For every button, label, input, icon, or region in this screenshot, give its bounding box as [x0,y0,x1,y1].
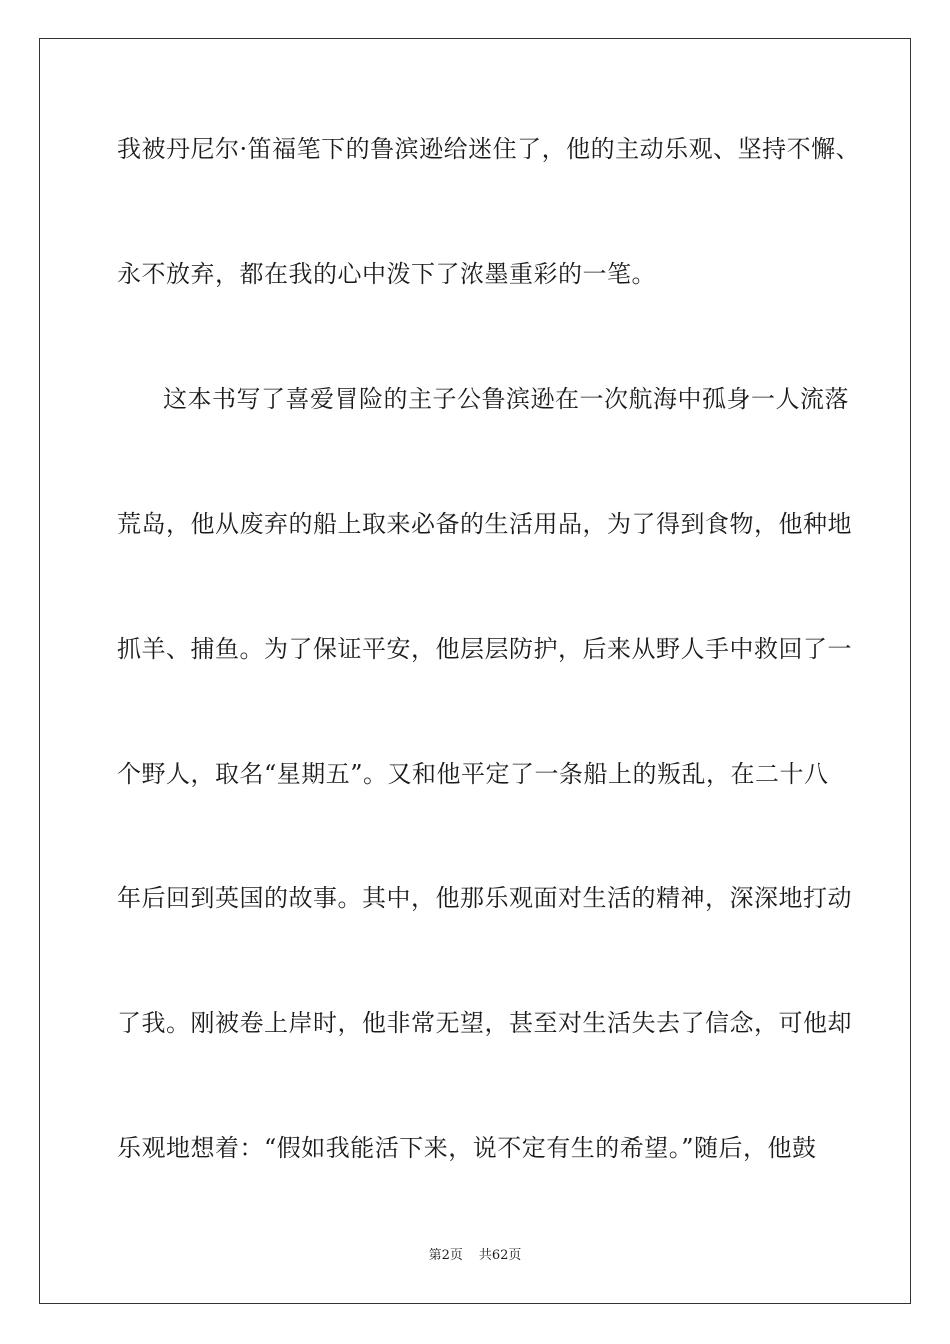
page-footer [0,1247,950,1265]
paragraph-2-line-7: 乐观地想着：“假如我能活下来，说不定有生的希望。”随后，他鼓 [117,1134,817,1162]
paragraph-1-line-1: 我被丹尼尔·笛福笔下的鲁滨逊给迷住了，他的主动乐观、坚持不懈、 [117,135,861,163]
paragraph-2-line-2: 荒岛，他从废弃的船上取来必备的生活用品，为了得到食物，他种地 [117,510,852,538]
paragraph-2-line-1: 这本书写了喜爱冒险的主子公鲁滨逊在一次航海中孤身一人流落 [163,385,849,413]
page-number: 第2页 [428,1248,463,1263]
paragraph-1-line-2: 永不放弃，都在我的心中泼下了浓墨重彩的一笔。 [117,260,656,288]
paragraph-2-line-4: 个野人，取名“星期五”。又和他平定了一条船上的叛乱，在二十八 [117,760,829,788]
paragraph-2-line-3: 抓羊、捕鱼。为了保证平安，他层层防护，后来从野人手中救回了一 [117,635,852,663]
paragraph-2-line-5: 年后回到英国的故事。其中，他那乐观面对生活的精神，深深地打动 [117,884,852,912]
page-border [39,38,911,1304]
total-pages: 共62页 [478,1248,522,1263]
paragraph-2-line-6: 了我。刚被卷上岸时，他非常无望，甚至对生活失去了信念，可他却 [117,1009,852,1037]
